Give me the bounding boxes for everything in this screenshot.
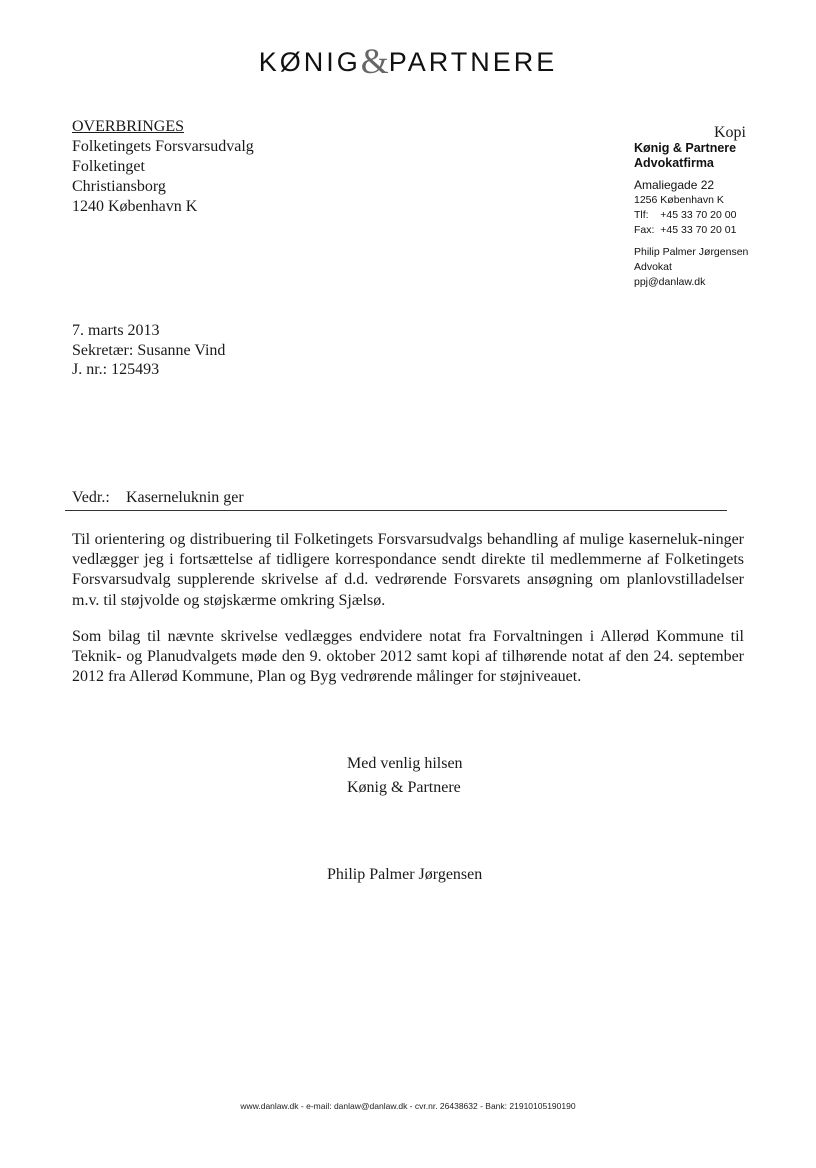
firm-type: Advokatfirma [634, 156, 714, 170]
letter-secretary: Sekretær: Susanne Vind [72, 341, 226, 359]
recipient-line: Folketingets Forsvarsudvalg [72, 138, 254, 155]
body-paragraph: Til orientering og distribuering til Folketingets Forsvarsudvalgs behandling af mulige kaserneluk-ninger vedlægger jeg i fortsættelse af tidligere korrespondance sendt direkte til medlemmerne af Folketingets Forsvarsudvalg supplerende skrivelse af d.d. vedrørende Forsvarets ansøgning om planlovstilladelser m.v. til støjvolde og støjskærme omkring Sjælsø. [72, 531, 744, 609]
firm-city: 1256 København K [634, 194, 724, 206]
signature-name: Philip Palmer Jørgensen [327, 866, 483, 883]
logo-part-2: PARTNERE [388, 47, 558, 77]
recipient-line: Christiansborg [72, 178, 166, 195]
footer-contact: www.danlaw.dk - e-mail: danlaw@danlaw.dk - cvr.nr. 26438632 - Bank: 21910105190190 [240, 1101, 576, 1111]
subject-divider [65, 510, 727, 511]
letter-date: 7. marts 2013 [72, 322, 160, 339]
firm-name: Kønig & Partnere [634, 141, 737, 155]
letter-journal-number: J. nr.: 125493 [72, 361, 160, 378]
subject-label: Vedr.: [72, 489, 110, 506]
firm-lawyer: Philip Palmer Jørgensen [634, 246, 749, 258]
logo-part-1: KØNIG [258, 47, 361, 77]
letter-meta [72, 321, 225, 380]
delivery-label: OVERBRINGES [72, 118, 185, 135]
firm-lawyer-title: Advokat [634, 261, 672, 273]
firm-email: ppj@danlaw.dk [634, 276, 706, 288]
letterhead-logo [0, 38, 816, 80]
closing-block [347, 752, 463, 800]
recipient-line: 1240 København K [72, 198, 198, 215]
logo-ampersand: & [360, 41, 389, 81]
closing-firm: Kønig & Partnere [347, 779, 461, 796]
firm-phone: Tlf: +45 33 70 20 00 [634, 209, 737, 221]
closing-greeting: Med venlig hilsen [347, 755, 463, 772]
firm-fax: Fax: +45 33 70 20 01 [634, 224, 737, 236]
recipient-line: Folketinget [72, 158, 145, 175]
subject-line [72, 489, 244, 507]
copy-label: Kopi [714, 124, 746, 141]
body-paragraph: Som bilag til nævnte skrivelse vedlægges endvidere notat fra Forvaltningen i Allerød Kommune til Teknik- og Planudvalgets møde den 9. oktober 2012 samt kopi af tilhørende notat af den 24. september 2012 fra Allerød Kommune, Plan og Byg vedrørende målinger for støjniveauet. [72, 628, 744, 686]
subject-text: Kaserneluknin ger [126, 489, 244, 506]
firm-street: Amaliegade 22 [634, 178, 715, 192]
firm-info-block [634, 141, 748, 290]
recipient-address [72, 117, 254, 217]
